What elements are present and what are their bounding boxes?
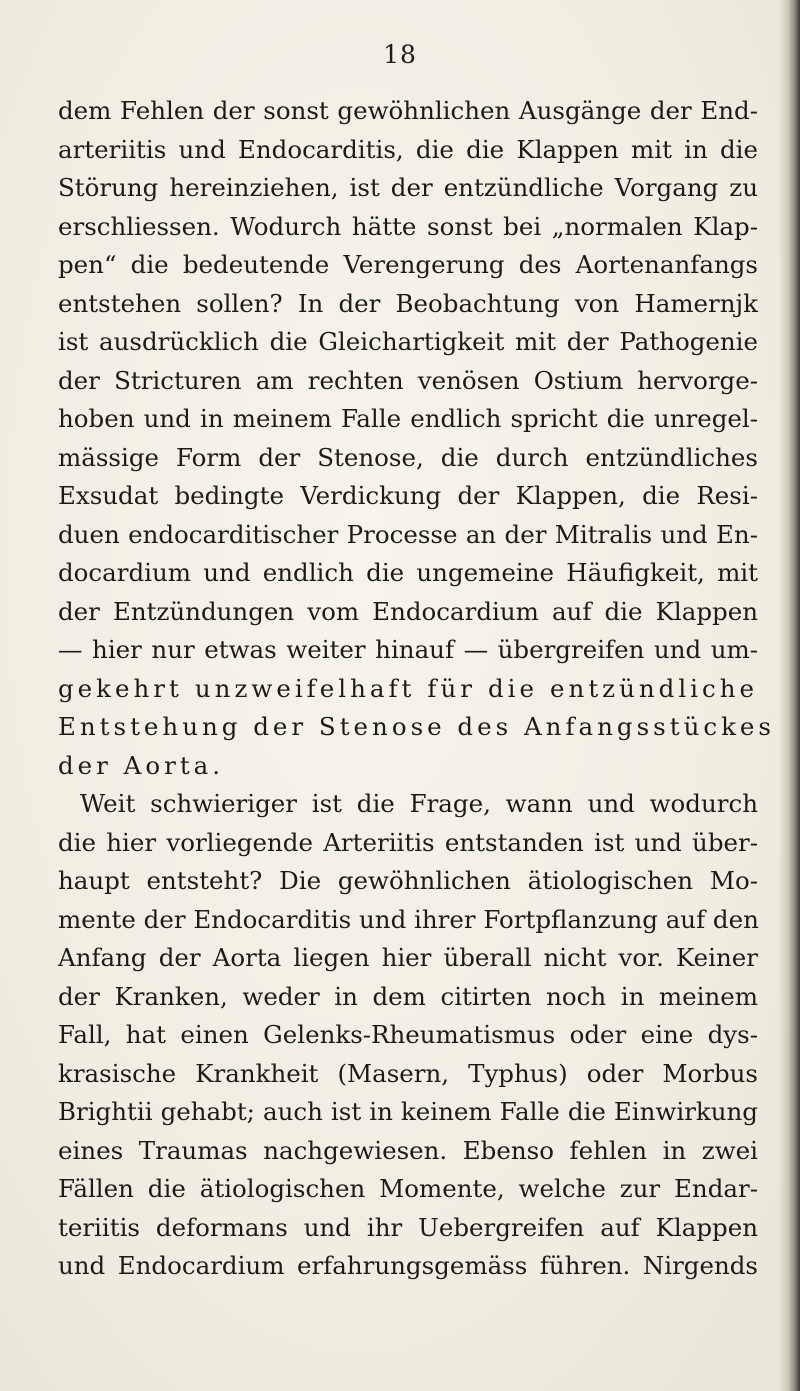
text-line: docardium und endlich die ungemeine Häufigkeit, mit [58, 558, 758, 587]
text-line: mässige Form der Stenose, die durch entzündliches [58, 442, 758, 472]
text-line: die hier vorliegende Arteriitis entstanden ist und über- [58, 827, 758, 857]
text-line: der Stricturen am rechten venösen Ostium hervorge- [58, 365, 758, 395]
text-line: ist ausdrücklich die Gleichartigkeit mit der Pathogenie [58, 327, 758, 356]
text-line: Störung hereinziehen, ist der entzündliche Vorgang zu [58, 173, 758, 202]
text-line: haupt entsteht? Die gewöhnlichen ätiologischen Mo- [58, 866, 758, 895]
text-line: — hier nur etwas weiter hinauf — übergreifen und um- [58, 635, 758, 664]
text-line-emphasis: der Aorta. [58, 750, 225, 780]
body-text [58, 92, 775, 1286]
text-line: duen endocarditischer Processe an der Mitralis und En- [58, 519, 758, 549]
text-line: und Endocardium erfahrungsgemäss führen. Nirgends [58, 1251, 758, 1280]
text-line: der Entzündungen vom Endocardium auf die Klappen [58, 596, 758, 626]
text-line: hoben und in meinem Falle endlich spricht die unregel- [58, 404, 758, 433]
page-number: 18 [383, 40, 417, 69]
paragraph-start-line: Weit schwieriger ist die Frage, wann und wodurch [80, 789, 758, 818]
text-line: entstehen sollen? In der Beobachtung von Hamernjk [58, 288, 758, 318]
text-line: Brightii gehabt; auch ist in keinem Falle die Einwirkung [58, 1097, 758, 1126]
text-line: der Kranken, weder in dem citirten noch in meinem [58, 981, 758, 1011]
page-edge-shadow [778, 0, 800, 1391]
text-line: krasische Krankheit (Masern, Typhus) oder Morbus [58, 1058, 758, 1088]
text-line-emphasis: Entstehung der Stenose des Anfangsstückes [58, 712, 775, 741]
text-line: Fall, hat einen Gelenks-Rheumatismus oder eine dys- [58, 1020, 758, 1049]
text-line: mente der Endocarditis und ihrer Fortpflanzung auf den [58, 904, 759, 934]
text-line: Exsudat bedingte Verdickung der Klappen, die Resi- [58, 481, 758, 510]
text-line: eines Traumas nachgewiesen. Ebenso fehlen in zwei [58, 1135, 758, 1165]
text-line: dem Fehlen der sonst gewöhnlichen Ausgänge der End- [58, 96, 758, 125]
text-line: Anfang der Aorta liegen hier überall nicht vor. Keiner [58, 943, 758, 972]
text-line: arteriitis und Endocarditis, die die Klappen mit in die [58, 134, 758, 164]
text-line: teriitis deformans und ihr Uebergreifen auf Klappen [58, 1212, 758, 1242]
text-line-emphasis: gekehrt unzweifelhaft für die entzündliche [58, 673, 758, 703]
text-line: Fällen die ätiologischen Momente, welche zur Endar- [58, 1174, 758, 1203]
text-line: pen“ die bedeutende Verengerung des Aortenanfangs [58, 250, 758, 279]
text-line: erschliessen. Wodurch hätte sonst bei „normalen Klap- [58, 211, 758, 241]
